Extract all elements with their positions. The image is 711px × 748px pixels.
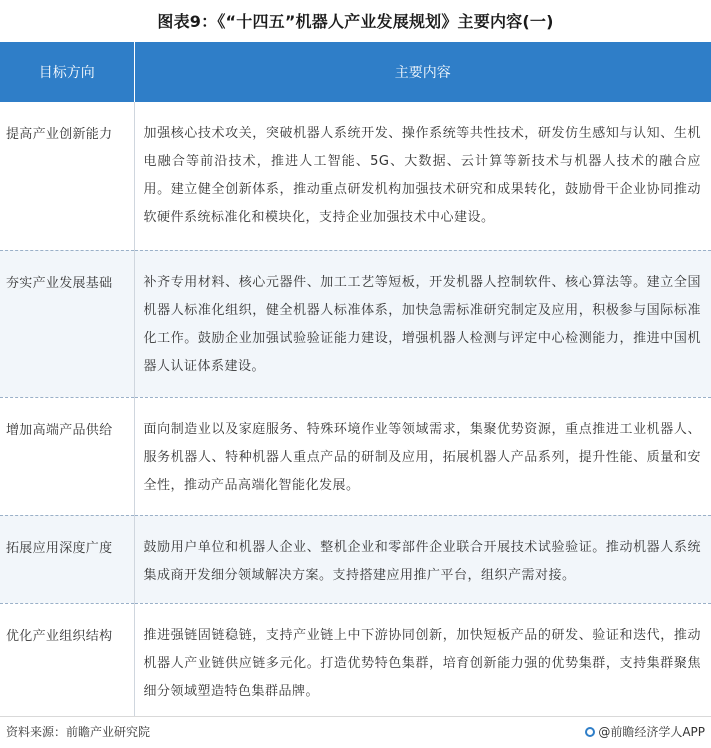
- table-row: [0, 397, 711, 515]
- table-row: [0, 515, 711, 603]
- column-header-direction: 目标方向: [0, 42, 134, 102]
- row-content: 加强核心技术攻关，突破机器人系统开发、操作系统等共性技术，研发仿生感知与认知、生机电融合等前沿技术，推进人工智能、5G、大数据、云计算等新技术与机器人技术的融合应用。建立健全创新体系，推动重点研发机构加强技术研究和成果转化，鼓励骨干企业协同推动软硬件系统标准化和模块化，支持企业加强技术中心建设。: [134, 102, 711, 250]
- brand-credit: [585, 723, 705, 740]
- footer: [0, 716, 711, 748]
- table-row: [0, 603, 711, 716]
- qianzhan-logo-icon: [585, 727, 595, 737]
- row-content: 补齐专用材料、核心元器件、加工工艺等短板，开发机器人控制软件、核心算法等。建立全国机器人标准化组织，健全机器人标准体系，加快急需标准研究制定及应用，积极参与国际标准化工作。鼓励企业加强试验验证能力建设，增强机器人检测与评定中心检测能力，推进中国机器人认证体系建设。: [134, 250, 711, 397]
- row-content: 推进强链固链稳链，支持产业链上中下游协同创新，加快短板产品的研发、验证和迭代，推动机器人产业链供应链多元化。打造优势特色集群，培育创新能力强的优势集群，支持集群聚焦细分领域塑造特色集群品牌。: [134, 603, 711, 716]
- table-row: [0, 102, 711, 250]
- row-direction: 优化产业组织结构: [0, 603, 134, 716]
- row-direction: 增加高端产品供给: [0, 397, 134, 515]
- row-direction: 提高产业创新能力: [0, 102, 134, 250]
- content-table: [0, 42, 711, 717]
- row-direction: 夯实产业发展基础: [0, 250, 134, 397]
- figure-title: 图表9：《“十四五”机器人产业发展规划》主要内容(一): [157, 12, 554, 31]
- source-note: 资料来源：前瞻产业研究院: [6, 725, 151, 739]
- brand-label: @前瞻经济学人APP: [598, 725, 705, 739]
- column-header-content: 主要内容: [134, 42, 711, 102]
- table-header-row: [0, 42, 711, 102]
- row-content: 鼓励用户单位和机器人企业、整机企业和零部件企业联合开展技术试验验证。推动机器人系统集成商开发细分领域解决方案。支持搭建应用推广平台，组织产需对接。: [134, 515, 711, 603]
- row-direction: 拓展应用深度广度: [0, 515, 134, 603]
- row-content: 面向制造业以及家庭服务、特殊环境作业等领域需求，集聚优势资源，重点推进工业机器人、服务机器人、特种机器人重点产品的研制及应用，拓展机器人产品系列，提升性能、质量和安全性，推动产品高端化智能化发展。: [134, 397, 711, 515]
- table-row: [0, 250, 711, 397]
